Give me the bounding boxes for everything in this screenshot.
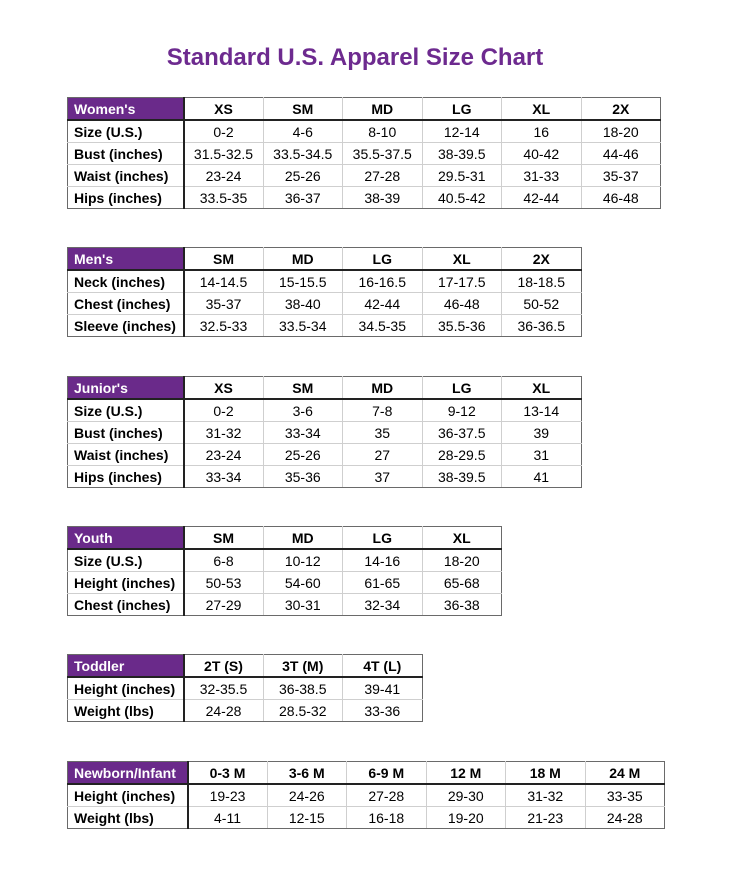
- table-cell: 33.5-35: [184, 187, 264, 209]
- table-cell: 40.5-42: [422, 187, 502, 209]
- table-row: [68, 466, 582, 488]
- table-cell: 29.5-31: [422, 165, 502, 187]
- table-cell: 33-34: [184, 466, 264, 488]
- table-row: [68, 444, 582, 466]
- table-cell: 10-12: [263, 549, 343, 572]
- table-cell: 31-32: [184, 422, 264, 444]
- table-cell: 31-32: [506, 784, 586, 807]
- table-row: [68, 120, 661, 143]
- table-cell: 0-2: [184, 399, 264, 422]
- table-row: [68, 784, 665, 807]
- row-label: Height (inches): [68, 572, 184, 594]
- size-column-header: 12 M: [426, 762, 506, 785]
- table-cell: 36-36.5: [502, 315, 582, 337]
- size-column-header: 6-9 M: [347, 762, 427, 785]
- table-cell: 31-33: [502, 165, 582, 187]
- row-label: Chest (inches): [68, 594, 184, 616]
- table-cell: 42-44: [343, 293, 423, 315]
- table-cell: 35-37: [581, 165, 661, 187]
- table-row: [68, 165, 661, 187]
- table-cell: 27-29: [184, 594, 264, 616]
- table-cell: 16-16.5: [343, 270, 423, 293]
- table-cell: 7-8: [343, 399, 423, 422]
- size-column-header: XL: [422, 527, 502, 550]
- table-cell: 30-31: [263, 594, 343, 616]
- table-cell: 32-35.5: [184, 677, 264, 700]
- size-column-header: LG: [422, 377, 502, 400]
- table-cell: 50-52: [502, 293, 582, 315]
- table-header-row: [68, 98, 661, 121]
- size-table-women: [67, 97, 661, 209]
- size-column-header: XL: [502, 377, 582, 400]
- table-cell: 37: [343, 466, 423, 488]
- table-cell: 24-28: [184, 700, 264, 722]
- size-column-header: 2X: [581, 98, 661, 121]
- table-row: [68, 572, 502, 594]
- table-cell: 32-34: [343, 594, 423, 616]
- size-column-header: 18 M: [506, 762, 586, 785]
- table-cell: 18-20: [422, 549, 502, 572]
- table-cell: 6-8: [184, 549, 264, 572]
- row-label: Hips (inches): [68, 187, 184, 209]
- row-label: Weight (lbs): [68, 700, 184, 722]
- table-category-label: Newborn/Infant: [68, 762, 188, 785]
- size-column-header: 3T (M): [263, 655, 343, 678]
- table-cell: 18-18.5: [502, 270, 582, 293]
- table-row: [68, 143, 661, 165]
- size-column-header: 4T (L): [343, 655, 423, 678]
- size-column-header: MD: [263, 527, 343, 550]
- size-table-toddler: [67, 654, 423, 722]
- table-row: [68, 594, 502, 616]
- row-label: Weight (lbs): [68, 807, 188, 829]
- table-cell: 16: [502, 120, 582, 143]
- table-cell: 33-34: [263, 422, 343, 444]
- table-cell: 4-6: [263, 120, 343, 143]
- table-header-row: [68, 655, 423, 678]
- size-column-header: LG: [343, 248, 423, 271]
- table-cell: 50-53: [184, 572, 264, 594]
- table-cell: 35.5-37.5: [343, 143, 423, 165]
- row-label: Chest (inches): [68, 293, 184, 315]
- table-cell: 8-10: [343, 120, 423, 143]
- row-label: Waist (inches): [68, 165, 184, 187]
- table-cell: 29-30: [426, 784, 506, 807]
- table-cell: 36-37.5: [422, 422, 502, 444]
- table-cell: 24-26: [267, 784, 347, 807]
- size-column-header: 3-6 M: [267, 762, 347, 785]
- size-table-infant: [67, 761, 665, 829]
- table-cell: 27-28: [347, 784, 427, 807]
- table-cell: 36-37: [263, 187, 343, 209]
- size-column-header: 2X: [502, 248, 582, 271]
- size-column-header: SM: [263, 377, 343, 400]
- size-column-header: SM: [184, 248, 264, 271]
- size-table-junior: [67, 376, 582, 488]
- row-label: Bust (inches): [68, 422, 184, 444]
- table-cell: 25-26: [263, 165, 343, 187]
- row-label: Size (U.S.): [68, 549, 184, 572]
- table-cell: 36-38.5: [263, 677, 343, 700]
- size-column-header: XS: [184, 377, 264, 400]
- table-cell: 32.5-33: [184, 315, 264, 337]
- table-cell: 36-38: [422, 594, 502, 616]
- table-cell: 35-37: [184, 293, 264, 315]
- table-cell: 12-14: [422, 120, 502, 143]
- table-cell: 38-40: [263, 293, 343, 315]
- row-label: Height (inches): [68, 784, 188, 807]
- table-cell: 61-65: [343, 572, 423, 594]
- table-cell: 16-18: [347, 807, 427, 829]
- table-cell: 28.5-32: [263, 700, 343, 722]
- table-cell: 41: [502, 466, 582, 488]
- table-cell: 9-12: [422, 399, 502, 422]
- size-column-header: SM: [263, 98, 343, 121]
- size-column-header: MD: [343, 98, 423, 121]
- table-row: [68, 293, 582, 315]
- table-cell: 46-48: [581, 187, 661, 209]
- table-row: [68, 187, 661, 209]
- size-column-header: 2T (S): [184, 655, 264, 678]
- table-row: [68, 270, 582, 293]
- table-cell: 33.5-34: [263, 315, 343, 337]
- table-cell: 14-14.5: [184, 270, 264, 293]
- size-column-header: 0-3 M: [188, 762, 268, 785]
- size-column-header: XL: [502, 98, 582, 121]
- table-cell: 17-17.5: [422, 270, 502, 293]
- row-label: Bust (inches): [68, 143, 184, 165]
- table-cell: 14-16: [343, 549, 423, 572]
- size-column-header: XL: [422, 248, 502, 271]
- row-label: Sleeve (inches): [68, 315, 184, 337]
- table-cell: 35.5-36: [422, 315, 502, 337]
- table-cell: 21-23: [506, 807, 586, 829]
- row-label: Height (inches): [68, 677, 184, 700]
- table-cell: 27-28: [343, 165, 423, 187]
- size-column-header: LG: [422, 98, 502, 121]
- table-row: [68, 807, 665, 829]
- table-category-label: Youth: [68, 527, 184, 550]
- table-row: [68, 399, 582, 422]
- table-cell: 46-48: [422, 293, 502, 315]
- table-row: [68, 549, 502, 572]
- table-cell: 33.5-34.5: [263, 143, 343, 165]
- table-row: [68, 422, 582, 444]
- size-column-header: LG: [343, 527, 423, 550]
- table-cell: 13-14: [502, 399, 582, 422]
- table-category-label: Men's: [68, 248, 184, 271]
- row-label: Hips (inches): [68, 466, 184, 488]
- table-cell: 40-42: [502, 143, 582, 165]
- row-label: Size (U.S.): [68, 120, 184, 143]
- table-cell: 0-2: [184, 120, 264, 143]
- table-cell: 23-24: [184, 165, 264, 187]
- table-cell: 44-46: [581, 143, 661, 165]
- table-category-label: Women's: [68, 98, 184, 121]
- table-row: [68, 677, 423, 700]
- table-row: [68, 315, 582, 337]
- table-cell: 35-36: [263, 466, 343, 488]
- table-header-row: [68, 248, 582, 271]
- table-header-row: [68, 527, 502, 550]
- size-column-header: SM: [184, 527, 264, 550]
- table-cell: 19-20: [426, 807, 506, 829]
- table-cell: 33-36: [343, 700, 423, 722]
- table-cell: 19-23: [188, 784, 268, 807]
- size-column-header: MD: [263, 248, 343, 271]
- table-cell: 38-39.5: [422, 466, 502, 488]
- table-cell: 18-20: [581, 120, 661, 143]
- table-cell: 42-44: [502, 187, 582, 209]
- table-cell: 23-24: [184, 444, 264, 466]
- table-cell: 38-39: [343, 187, 423, 209]
- size-column-header: 24 M: [585, 762, 665, 785]
- table-cell: 15-15.5: [263, 270, 343, 293]
- page-title: Standard U.S. Apparel Size Chart: [166, 44, 544, 71]
- row-label: Size (U.S.): [68, 399, 184, 422]
- table-cell: 35: [343, 422, 423, 444]
- table-cell: 39: [502, 422, 582, 444]
- row-label: Waist (inches): [68, 444, 184, 466]
- table-row: [68, 700, 423, 722]
- table-cell: 12-15: [267, 807, 347, 829]
- size-column-header: MD: [343, 377, 423, 400]
- table-cell: 31: [502, 444, 582, 466]
- table-cell: 28-29.5: [422, 444, 502, 466]
- table-cell: 31.5-32.5: [184, 143, 264, 165]
- table-cell: 27: [343, 444, 423, 466]
- size-column-header: XS: [184, 98, 264, 121]
- table-cell: 38-39.5: [422, 143, 502, 165]
- table-cell: 34.5-35: [343, 315, 423, 337]
- table-category-label: Junior's: [68, 377, 184, 400]
- table-cell: 33-35: [585, 784, 665, 807]
- table-category-label: Toddler: [68, 655, 184, 678]
- table-cell: 39-41: [343, 677, 423, 700]
- table-cell: 54-60: [263, 572, 343, 594]
- table-cell: 65-68: [422, 572, 502, 594]
- table-cell: 25-26: [263, 444, 343, 466]
- table-header-row: [68, 762, 665, 785]
- size-table-men: [67, 247, 582, 337]
- table-cell: 3-6: [263, 399, 343, 422]
- row-label: Neck (inches): [68, 270, 184, 293]
- table-cell: 4-11: [188, 807, 268, 829]
- table-cell: 24-28: [585, 807, 665, 829]
- size-table-youth: [67, 526, 502, 616]
- table-header-row: [68, 377, 582, 400]
